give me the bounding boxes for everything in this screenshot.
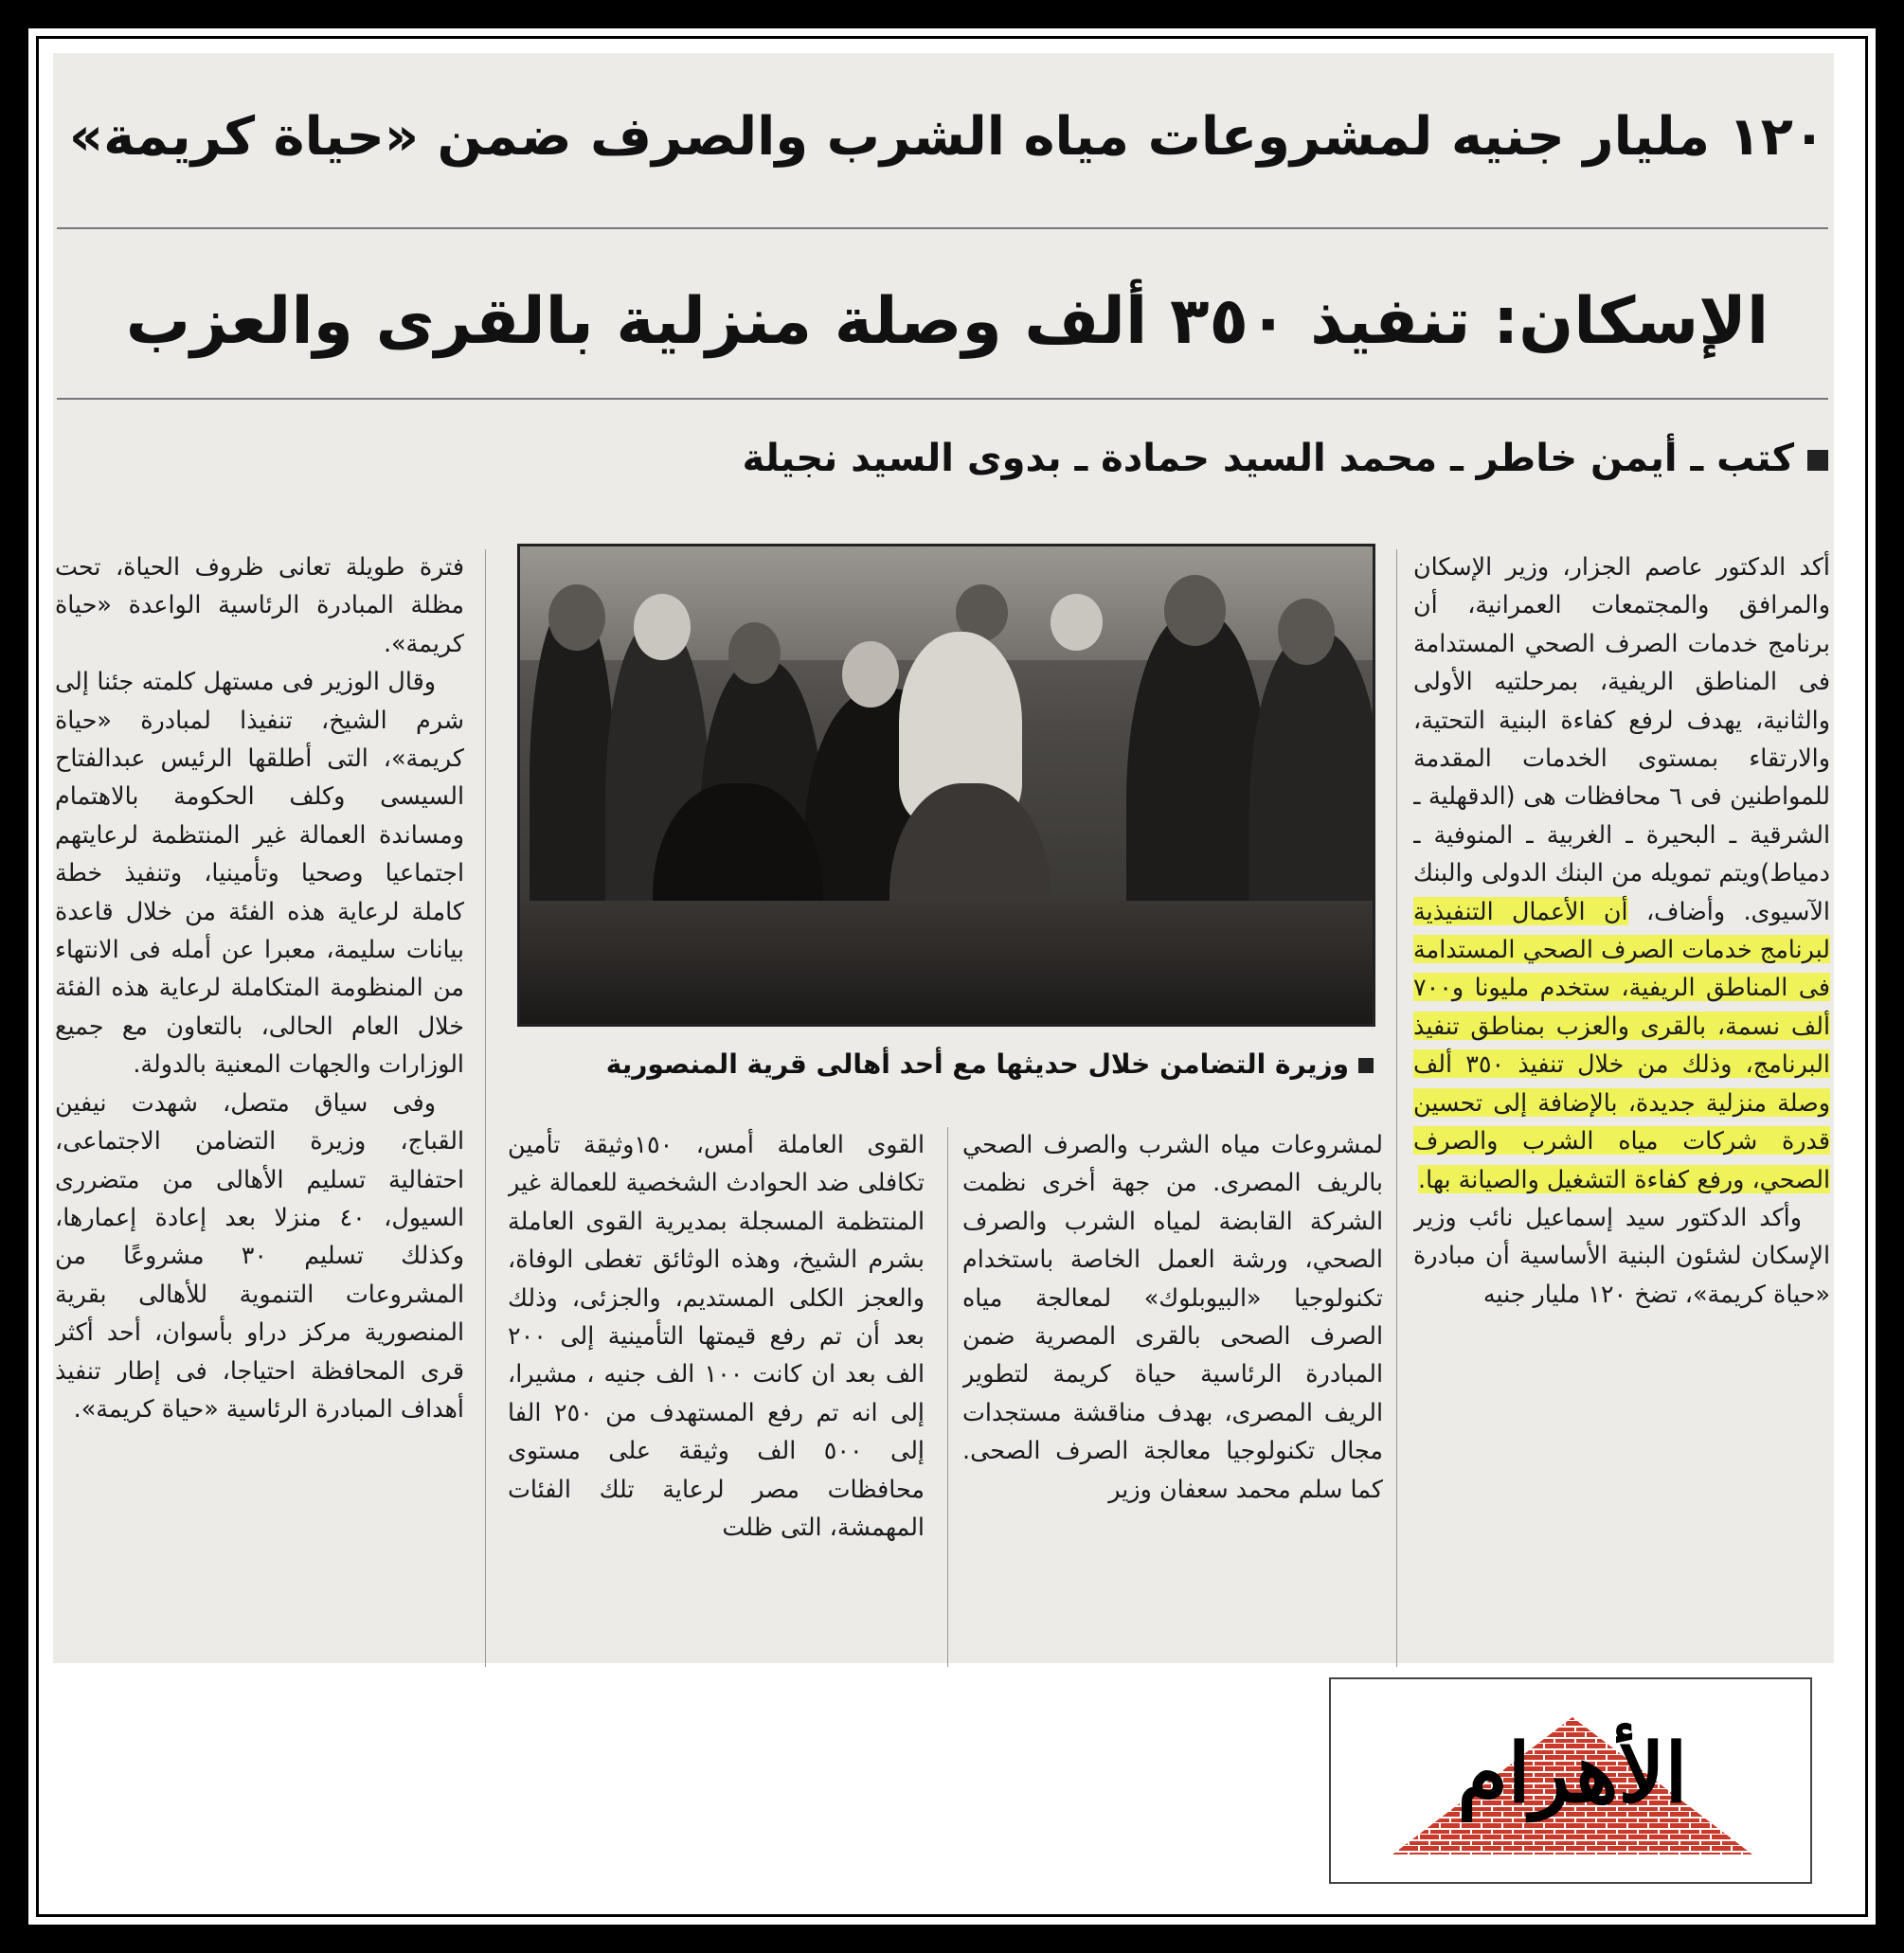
column-divider <box>1396 549 1397 1667</box>
article-column-4 <box>55 547 464 1673</box>
byline-text: كتب ـ أيمن خاطر ـ محمد السيد حمادة ـ بدوى السيد نجيلة <box>742 437 1794 480</box>
highlighted-passage: أن الأعمال التنفيذية لبرنامج خدمات الصرف الصحي المستدامة فى المناطق الريفية، ستخدم مليونا و٧٠٠ ألف نسمة، بالقرى والعزب بمناطق تنفيذ البرنامج، وذلك من خلال تنفيذ ٣٥٠ ألف وصلة منزلية جديدة، بالإضافة إلى تحسين قدرة شركات مياه الشرب والصرف الصحي، ورفع كفاءة التشغيل والصيانة بها. <box>1413 896 1830 1193</box>
column-divider <box>947 1127 948 1667</box>
bullet-square-icon <box>1358 1058 1374 1073</box>
logo-text: الأهرام <box>1457 1726 1688 1821</box>
newspaper-logo <box>1329 1677 1812 1884</box>
article-column-1 <box>1413 547 1830 1673</box>
column-4-paragraph-3: وفى سياق متصل، شهدت نيفين القباج، وزيرة التضامن الاجتماعى، احتفالية تسليم الأهالى من متضررى السيول، ٤٠ منزلا بعد إعادة إعمارها، وكذلك تسليم ٣٠ مشروعًا من المشروعات التنموية للأهالى بقرية المنصورية مركز دراو بأسوان، أحد أكثر قرى المحافظة احتياجا، فى إطار تنفيذ أهداف المبادرة الرئاسية «حياة كريمة». <box>55 1087 464 1423</box>
column-4-paragraph-2: وقال الوزير فى مستهل كلمته جئنا إلى شرم الشيخ، تنفيذا لمبادرة «حياة كريمة»، التى أطلقها الرئيس عبدالفتاح السيسى وكلف الحكومة بالاهتمام ومساندة العمالة غير المنتظمة لرعايتهم اجتماعيا وصحيا وتأمينيا، وتنفيذ خطة كاملة لرعاية هذه الفئة من خلال قاعدة بيانات سليمة، معبرا عن أمله فى الانتهاء من المنظومة المتكاملة لرعاية هذه الفئة خلال العام الحالى، بالتعاون مع جميع الوزارات والجهات المعنية بالدولة. <box>55 667 464 1079</box>
bullet-square-icon <box>1807 450 1828 471</box>
photo-caption <box>530 1046 1374 1084</box>
subheadline-divider <box>57 398 1828 400</box>
column-3-text: القوى العاملة أمس، ١٥٠وثيقة تأمين تكافلى ضد الحوادث الشخصية للعمالة غير المنتظمة المسجلة بمديرية القوى العاملة بشرم الشيخ، وهذه الوثائق تغطى الوفاة، والعجز الكلى المستديم، والجزئى، وذلك بعد أن تم رفع قيمتها التأمينية إلى ٢٠٠ الف بعد ان كانت ١٠٠ الف جنيه ، مشيرا، إلى انه تم رفع المستهدف من ٢٥٠ الفا إلى ٥٠٠ الف وثيقة على مستوى محافظات مصر لرعاية تلك الفئات المهمشة، التى ظلت <box>508 1130 925 1542</box>
column-1-paragraph-2: وأكد الدكتور سيد إسماعيل نائب وزير الإسكان لشئون البنية الأساسية أن مبادرة «حياة كريمة»، تضخ ١٢٠ مليار جنيه <box>1413 1202 1830 1308</box>
article-column-3 <box>508 1125 925 1667</box>
headline-main: ١٢٠ مليار جنيه لمشروعات مياه الشرب والصرف ضمن «حياة كريمة» <box>68 106 1826 168</box>
news-photo <box>517 544 1375 1027</box>
column-1-text: أكد الدكتور عاصم الجزار، وزير الإسكان والمرافق والمجتمعات العمرانية، أن برنامج خدمات الصرف الصحي المستدامة فى المناطق الريفية، بمرحلتيه الأولى والثانية، يهدف لرفع كفاءة البنية التحتية، والارتقاء بمستوى الخدمات المقدمة للمواطنين فى ٦ محافظات هى (الدقهلية ـ الشرقية ـ البحيرة ـ الغربية ـ المنوفية ـ دمياط)ويتم تمويله من البنك الدولى والبنك الآسيوى. وأضاف، <box>1413 552 1830 925</box>
column-4-paragraph-1: فترة طويلة تعانى ظروف الحياة، تحت مظلة المبادرة الرئاسية الواعدة «حياة كريمة». <box>55 552 464 657</box>
article-column-2 <box>962 1125 1383 1667</box>
headline-divider <box>57 227 1828 229</box>
column-2-text: لمشروعات مياه الشرب والصرف الصحي بالريف المصرى. من جهة أخرى نظمت الشركة القابضة لمياه الشرب والصرف الصحي، ورشة العمل الخاصة باستخدام تكنولوجيا «البيوبلوك» لمعالجة مياه الصرف الصحى بالقرى المصرية ضمن المبادرة الرئاسية حياة كريمة لتطوير الريف المصرى، بهدف مناقشة مستجدات مجال تكنولوجيا معالجة الصرف الصحى. كما سلم محمد سعفان وزير <box>962 1130 1383 1503</box>
photo-caption-text: وزيرة التضامن خلال حديثها مع أحد أهالى قرية المنصورية <box>605 1048 1349 1080</box>
column-divider <box>485 549 486 1667</box>
byline <box>597 432 1828 485</box>
headline-sub: الإسكان: تنفيذ ٣٥٠ ألف وصلة منزلية بالقرى والعزب <box>125 284 1769 359</box>
